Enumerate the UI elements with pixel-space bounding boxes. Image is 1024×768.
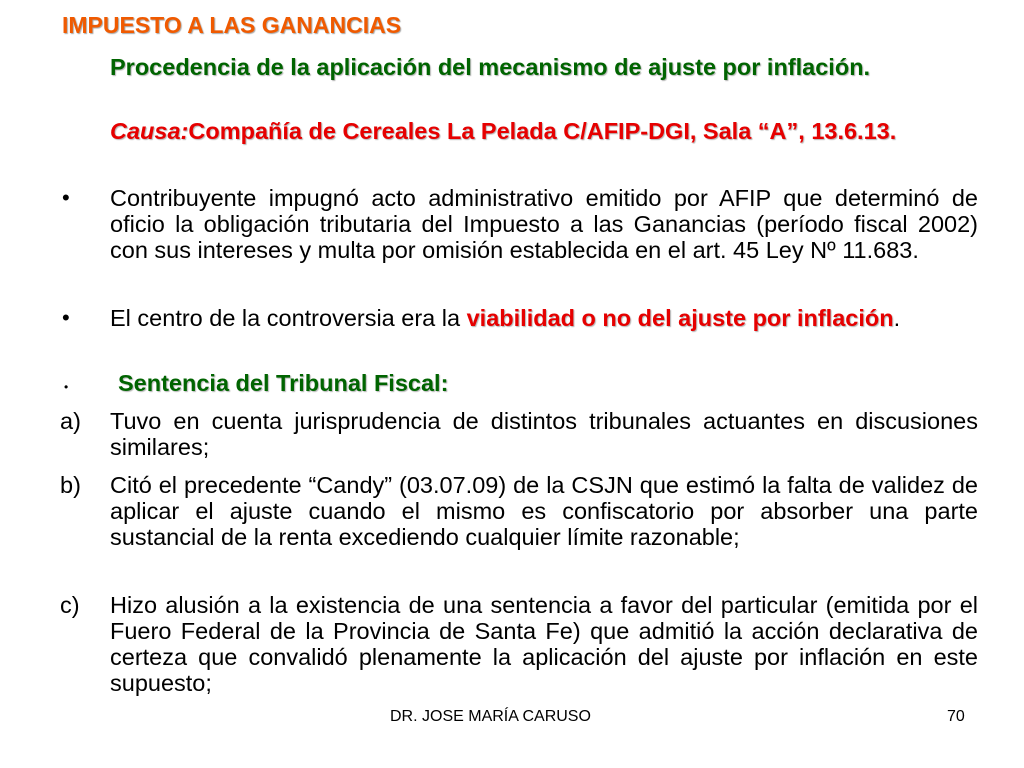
bullet-marker: • bbox=[64, 380, 69, 394]
point-text: Citó el precedente “Candy” (03.07.09) de la CSJN que estimó la falta de validez de aplicar el ajuste cuando el mismo es confiscatorio por absorber una parte sustancial de la renta excediendo cualquier límite razonable; bbox=[110, 472, 978, 550]
point-marker: b) bbox=[60, 472, 81, 498]
case-label: Causa: bbox=[110, 118, 189, 144]
slide-title: IMPUESTO A LAS GANANCIAS bbox=[62, 12, 402, 38]
bullet-heading-wrap bbox=[118, 370, 986, 396]
bullet-text-after: . bbox=[893, 305, 901, 331]
point-marker: c) bbox=[60, 592, 80, 618]
point-text: Hizo alusión a la existencia de una sentencia a favor del particular (emitida por el Fuero Federal de la Provincia de Santa Fe) que admitió la acción declarativa de certeza que convalidó plenamente la aplicación del ajuste por inflación en este supuesto; bbox=[110, 592, 978, 696]
case-text: Compañía de Cereales La Pelada C/AFIP-DGI, Sala “A”, 13.6.13. bbox=[188, 118, 897, 144]
page-number: 70 bbox=[947, 708, 965, 725]
case-reference bbox=[110, 118, 978, 144]
point-marker: a) bbox=[60, 408, 81, 434]
subtitle: Procedencia de la aplicación del mecanismo de ajuste por inflación. bbox=[110, 54, 871, 80]
tribunal-heading: Sentencia del Tribunal Fiscal: bbox=[118, 370, 449, 396]
bullet-text: Contribuyente impugnó acto administrativo emitido por AFIP que determinó de oficio la obligación tributaria del Impuesto a las Ganancias (período fiscal 2002) con sus intereses y multa por omisión establecida en el art. 45 Ley Nº 11.683. bbox=[110, 185, 978, 263]
point-text: Tuvo en cuenta jurisprudencia de distintos tribunales actuantes en discusiones similares; bbox=[110, 408, 978, 460]
bullet-text-before: El centro de la controversia era la bbox=[110, 305, 467, 331]
bullet-highlight: viabilidad o no del ajuste por inflación bbox=[466, 305, 894, 331]
bullet-text bbox=[110, 305, 978, 331]
bullet-marker: • bbox=[62, 305, 70, 330]
bullet-marker: • bbox=[62, 185, 70, 210]
footer-author: DR. JOSE MARÍA CARUSO bbox=[390, 708, 591, 725]
